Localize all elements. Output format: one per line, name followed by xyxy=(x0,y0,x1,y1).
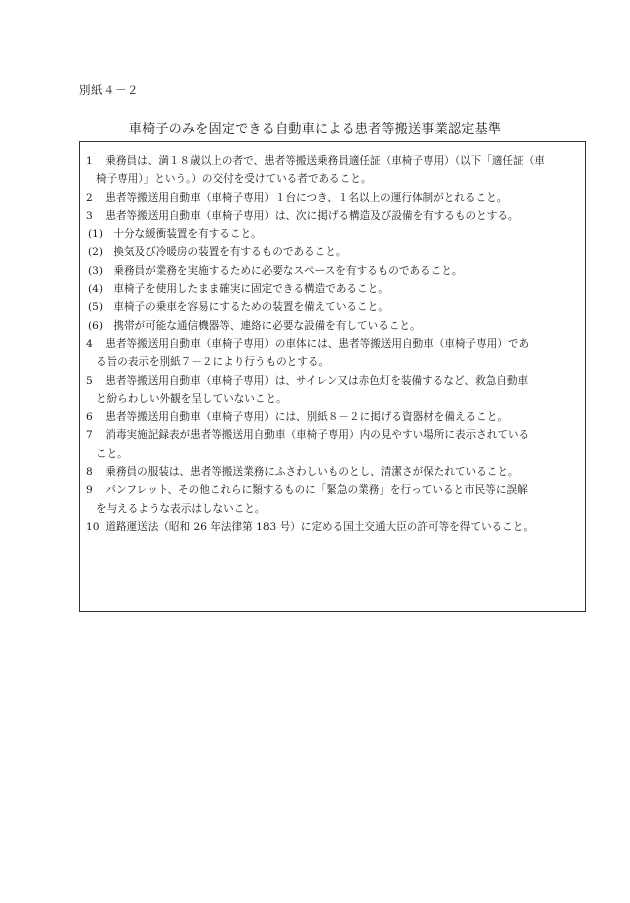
criteria-text-cont: 椅子専用）」という。）の交付を受けている者であること。 xyxy=(96,173,372,186)
criteria-subitem-1 xyxy=(86,225,579,243)
criteria-number: 1 xyxy=(86,155,93,167)
criteria-text-cont: を与えるような表示はしないこと。 xyxy=(96,502,266,515)
criteria-text: 消毒実施記録表が患者等搬送用自動車（車椅子専用）内の見やすい場所に表示されている xyxy=(105,429,530,442)
criteria-number: 3 xyxy=(86,209,93,222)
subitem-text: 車椅子を使用したまま確実に固定できる構造であること。 xyxy=(113,283,389,296)
criteria-number: 2 xyxy=(86,191,93,204)
subitem-number: (5) xyxy=(88,301,104,314)
criteria-subitem-4 xyxy=(86,280,579,298)
criteria-text: 患者等搬送用自動車（車椅子専用）は、次に掲げる構造及び設備を有するものとする。 xyxy=(105,209,519,222)
criteria-number: 10 xyxy=(86,520,100,533)
criteria-item-6 xyxy=(86,408,579,426)
criteria-text-cont: る旨の表示を別紙７－２により行うものとする。 xyxy=(96,356,330,369)
criteria-text: 患者等搬送用自動車（車椅子専用）の車体には、患者等搬送用自動車（車椅子専用）であ xyxy=(105,337,530,350)
criteria-text-cont: こと。 xyxy=(96,447,128,460)
subitem-number: (6) xyxy=(88,319,104,332)
criteria-number: 9 xyxy=(86,484,93,497)
criteria-number: 4 xyxy=(86,337,93,350)
criteria-item-9 xyxy=(86,481,579,518)
subitem-text: 十分な緩衝装置を有すること。 xyxy=(113,228,262,241)
subitem-text: 携帯が可能な通信機器等、連絡に必要な設備を有していること。 xyxy=(113,319,421,332)
subitem-number: (3) xyxy=(88,264,104,277)
subitem-text: 乗務員が業務を実施するために必要なスペースを有するものであること。 xyxy=(113,264,463,277)
criteria-text: 患者等搬送用自動車（車椅子専用）は、サイレン又は赤色灯を装備するなど、救急自動車 xyxy=(105,374,529,387)
criteria-item-7 xyxy=(86,426,579,463)
page-title: 車椅子のみを固定できる自動車による患者等搬送事業認定基準 xyxy=(128,122,502,137)
subitem-number: (4) xyxy=(88,283,104,296)
criteria-number: 5 xyxy=(86,374,93,387)
criteria-text: 患者等搬送用自動車（車椅子専用）には、別紙８－２に掲げる資器材を備えること。 xyxy=(105,411,508,424)
criteria-text-cont: と紛らわしい外観を呈していないこと。 xyxy=(96,392,287,405)
criteria-subitem-3 xyxy=(86,262,579,280)
subitem-number: (2) xyxy=(88,246,104,259)
criteria-text: パンフレット、その他これらに類するものに「緊急の業務」を行っていると市民等に誤解 xyxy=(105,484,528,497)
criteria-item-3 xyxy=(86,207,579,225)
criteria-item-2 xyxy=(86,189,579,207)
criteria-text: 乗務員の服装は、患者等搬送業務にふさわしいものとし、清潔さが保たれていること。 xyxy=(105,466,519,479)
subitem-text: 車椅子の乗車を容易にするための装置を備えていること。 xyxy=(113,301,389,314)
criteria-text: 道路運送法（昭和 26 年法律第 183 号）に定める国土交通大臣の許可等を得ていること。 xyxy=(105,520,534,533)
criteria-text: 患者等搬送用自動車（車椅子専用）１台につき、１名以上の運行体制がとれること。 xyxy=(105,191,508,204)
criteria-number: 6 xyxy=(86,411,93,424)
criteria-item-10 xyxy=(86,518,579,536)
criteria-subitem-5 xyxy=(86,298,579,316)
annex-label: 別紙４－２ xyxy=(79,83,139,97)
criteria-number: 7 xyxy=(86,429,93,442)
criteria-number: 8 xyxy=(86,466,93,479)
criteria-text: 乗務員は、満１８歳以上の者で、患者等搬送乗務員適任証（車椅子専用）（以下「適任証（車 xyxy=(105,155,545,167)
criteria-item-1 xyxy=(86,152,579,189)
criteria-item-5 xyxy=(86,372,579,409)
criteria-subitem-2 xyxy=(86,243,579,261)
subitem-number: (1) xyxy=(88,228,104,241)
subitem-text: 換気及び冷暖房の装置を有するものであること。 xyxy=(113,246,347,259)
criteria-subitem-6 xyxy=(86,317,579,335)
criteria-box xyxy=(79,141,586,612)
criteria-item-4 xyxy=(86,335,579,372)
criteria-item-8 xyxy=(86,463,579,481)
